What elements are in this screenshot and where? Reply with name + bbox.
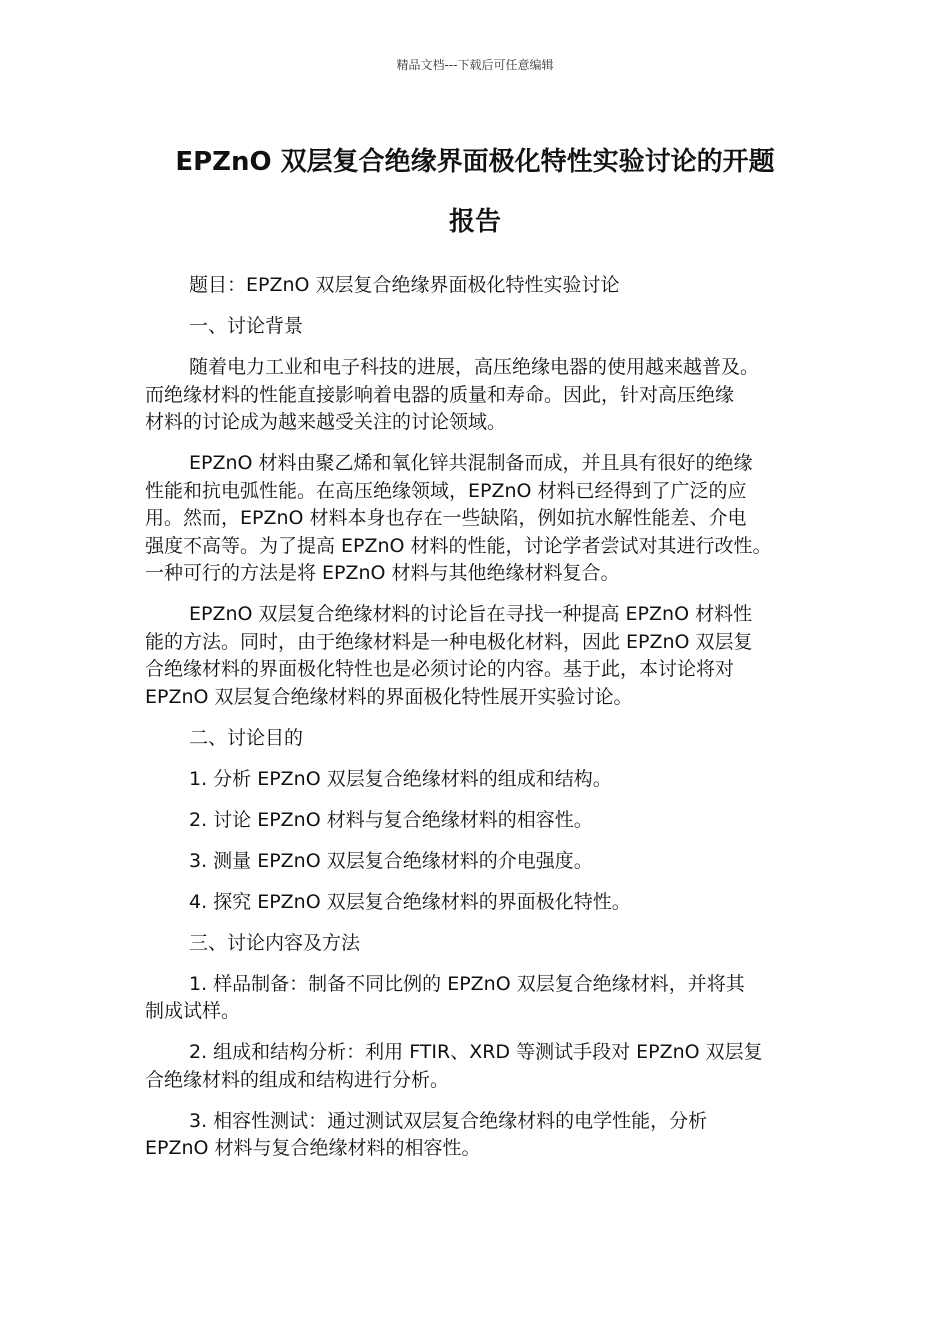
title-line-1: EPZnO 双层复合绝缘界面极化特性实验讨论的开题 (175, 147, 775, 177)
paragraph-line: 材料的讨论成为越来越受关注的讨论领域。 (145, 411, 507, 433)
paragraph (145, 1108, 810, 1163)
paragraph-line: 4. 探究 EPZnO 双层复合绝缘材料的界面极化特性。 (189, 890, 631, 913)
paragraph-line: EPZnO 双层复合绝缘材料的讨论旨在寻找一种提高 EPZnO 材料性 (189, 603, 753, 625)
paragraph-line: 强度不高等。为了提高 EPZnO 材料的性能，讨论学者尝试对其进行改性。 (145, 534, 772, 557)
paragraph (145, 889, 810, 917)
paragraph-line: EPZnO 材料由聚乙烯和氧化锌共混制备而成，并且具有很好的绝缘 (189, 452, 753, 474)
paragraph (145, 601, 810, 711)
document-body (145, 272, 810, 1176)
paragraph-line: 能的方法。同时，由于绝缘材料是一种电极化材料，因此 EPZnO 双层复 (145, 630, 753, 653)
paragraph-line: 3. 测量 EPZnO 双层复合绝缘材料的介电强度。 (189, 849, 593, 872)
paragraph (145, 766, 810, 794)
document-title (120, 132, 830, 252)
title-line-2: 报告 (448, 207, 501, 237)
header-watermark: 精品文档---下载后可任意编辑 (396, 58, 554, 72)
paragraph-line: 2. 组成和结构分析：利用 FTIR、XRD 等测试手段对 EPZnO 双层复 (189, 1041, 763, 1063)
paragraph-line: 而绝缘材料的性能直接影响着电器的质量和寿命。因此，针对高压绝缘 (145, 383, 735, 406)
paragraph (145, 725, 810, 753)
paragraph (145, 313, 810, 341)
paragraph (145, 354, 810, 437)
paragraph-line: 2. 讨论 EPZnO 材料与复合绝缘材料的相容性。 (189, 808, 593, 831)
paragraph-line: 二、讨论目的 (189, 726, 304, 749)
paragraph-line: 制成试样。 (145, 1000, 241, 1022)
paragraph (145, 807, 810, 835)
paragraph (145, 272, 810, 300)
paragraph-line: 1. 分析 EPZnO 双层复合绝缘材料的组成和结构。 (189, 767, 612, 790)
paragraph (145, 971, 810, 1026)
paragraph (145, 1039, 810, 1094)
paragraph-line: EPZnO 双层复合绝缘材料的界面极化特性展开实验讨论。 (145, 685, 633, 708)
paragraph-line: EPZnO 材料与复合绝缘材料的相容性。 (145, 1137, 481, 1159)
paragraph-line: 合绝缘材料的界面极化特性也是必须讨论的内容。基于此，本讨论将对 (145, 658, 735, 680)
paragraph (145, 450, 810, 588)
paragraph-line: 3. 相容性测试：通过测试双层复合绝缘材料的电学性能，分析 (189, 1109, 708, 1132)
paragraph-line: 性能和抗电弧性能。在高压绝缘领域，EPZnO 材料已经得到了广泛的应 (145, 479, 747, 502)
paragraph (145, 930, 810, 958)
paragraph-line: 三、讨论内容及方法 (189, 931, 361, 954)
paragraph-line: 合绝缘材料的组成和结构进行分析。 (145, 1068, 450, 1091)
paragraph-line: 随着电力工业和电子科技的进展，高压绝缘电器的使用越来越普及。 (189, 356, 760, 378)
paragraph-line: 一、讨论背景 (189, 315, 304, 337)
paragraph-line: 题目：EPZnO 双层复合绝缘界面极化特性实验讨论 (189, 274, 620, 296)
paragraph (145, 848, 810, 876)
paragraph-line: 1. 样品制备：制备不同比例的 EPZnO 双层复合绝缘材料，并将其 (189, 972, 745, 995)
paragraph-line: 一种可行的方法是将 EPZnO 材料与其他绝缘材料复合。 (145, 562, 620, 584)
paragraph-line: 用。然而，EPZnO 材料本身也存在一些缺陷，例如抗水解性能差、介电 (145, 507, 747, 529)
